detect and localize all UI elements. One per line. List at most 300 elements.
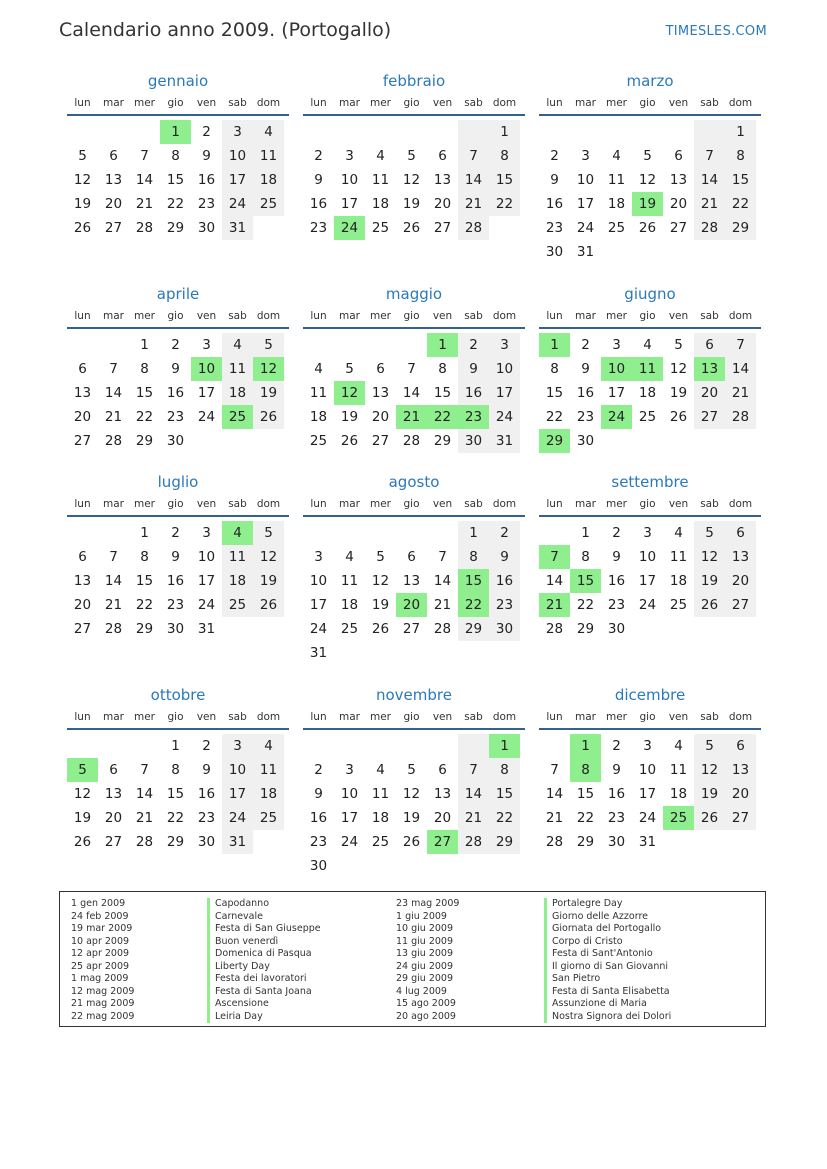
- day-cell: 22: [576, 810, 595, 826]
- weekday-label: sab: [700, 498, 719, 510]
- day-cell: 4: [253, 120, 284, 144]
- weekday-label: gio: [639, 97, 656, 109]
- weekday-label: lun: [74, 498, 91, 510]
- day-cell: 17: [340, 196, 359, 212]
- day-cell: 30: [607, 621, 626, 637]
- month-maggio: [303, 285, 525, 453]
- empty-cell: [427, 521, 458, 545]
- empty-cell: [427, 120, 458, 144]
- day-cell: 10: [576, 172, 595, 188]
- empty-cell: [725, 830, 756, 854]
- day-cell: 5: [407, 148, 416, 164]
- day-cell: 4: [222, 333, 253, 357]
- day-grid: [539, 120, 761, 264]
- day-cell: 25: [607, 220, 626, 236]
- weekday-label: ven: [668, 97, 689, 109]
- holiday-date: 22 mag 2009: [71, 1010, 135, 1022]
- weekday-header: [539, 96, 761, 116]
- empty-cell: [396, 521, 427, 545]
- empty-cell: [253, 216, 284, 240]
- day-cell: 3: [345, 762, 354, 778]
- day-cell: 24: [638, 597, 657, 613]
- day-cell: 22: [166, 196, 185, 212]
- weekday-label: dom: [492, 310, 517, 322]
- day-cell: 14: [135, 172, 154, 188]
- day-cell: 14: [545, 573, 564, 589]
- day-cell: 26: [371, 621, 390, 637]
- day-cell: 19: [253, 381, 284, 405]
- day-cell: 4: [643, 337, 652, 353]
- day-cell: 6: [407, 549, 416, 565]
- day-cell: 18: [222, 381, 253, 405]
- day-cell: 16: [309, 810, 328, 826]
- month-name: settembre: [611, 473, 689, 491]
- day-cell: 8: [140, 549, 149, 565]
- holiday-names-col-1: [207, 898, 321, 1023]
- day-cell: 25: [663, 806, 694, 830]
- holiday-date: 24 giu 2009: [396, 960, 453, 972]
- day-cell: 3: [314, 549, 323, 565]
- empty-cell: [67, 521, 98, 545]
- day-cell: 15: [458, 569, 489, 593]
- day-cell: 23: [607, 810, 626, 826]
- holiday-date: 23 mag 2009: [396, 898, 460, 909]
- holiday-name: Festa di San Giuseppe: [207, 923, 321, 936]
- day-cell: 31: [576, 244, 595, 260]
- month-settembre: [539, 473, 761, 641]
- day-cell: 13: [694, 357, 725, 381]
- day-cell: 6: [78, 549, 87, 565]
- day-cell: 26: [638, 220, 657, 236]
- day-cell: 22: [576, 597, 595, 613]
- day-cell: 1: [458, 521, 489, 545]
- empty-cell: [396, 734, 427, 758]
- weekday-label: dom: [256, 97, 281, 109]
- day-cell: 14: [725, 357, 756, 381]
- holiday-date: 12 mag 2009: [71, 985, 135, 997]
- empty-cell: [663, 429, 694, 453]
- empty-cell: [632, 617, 663, 641]
- day-cell: 6: [674, 148, 683, 164]
- day-cell: 25: [222, 405, 253, 429]
- day-grid: [67, 521, 289, 641]
- day-grid: [67, 333, 289, 453]
- day-cell: 18: [638, 385, 657, 401]
- day-cell: 20: [669, 196, 688, 212]
- day-cell: 6: [78, 361, 87, 377]
- day-cell: 12: [73, 786, 92, 802]
- day-cell: 17: [607, 385, 626, 401]
- empty-cell: [396, 854, 427, 878]
- day-cell: 3: [222, 120, 253, 144]
- empty-cell: [427, 641, 458, 665]
- holiday-name: Festa di Santa Elisabetta: [544, 986, 671, 999]
- day-cell: 14: [433, 573, 452, 589]
- weekday-label: ven: [196, 711, 217, 723]
- day-cell: 19: [402, 196, 421, 212]
- empty-cell: [365, 120, 396, 144]
- weekday-header: [67, 96, 289, 116]
- day-cell: 17: [576, 196, 595, 212]
- day-cell: 1: [171, 738, 180, 754]
- day-cell: 29: [166, 834, 185, 850]
- empty-cell: [663, 617, 694, 641]
- weekday-label: dom: [256, 711, 281, 723]
- weekday-label: dom: [492, 498, 517, 510]
- day-cell: 20: [694, 381, 725, 405]
- day-cell: 3: [612, 337, 621, 353]
- day-cell: 13: [433, 786, 452, 802]
- weekday-label: ven: [432, 498, 453, 510]
- holiday-name: Carnevale: [207, 911, 321, 924]
- holiday-name: Capodanno: [207, 898, 321, 911]
- day-cell: 14: [104, 385, 123, 401]
- day-cell: 21: [396, 405, 427, 429]
- day-cell: 9: [581, 361, 590, 377]
- day-cell: 27: [402, 621, 421, 637]
- weekday-label: mar: [339, 711, 360, 723]
- day-cell: 7: [438, 549, 447, 565]
- day-cell: 11: [222, 545, 253, 569]
- empty-cell: [98, 521, 129, 545]
- day-cell: 2: [314, 148, 323, 164]
- day-cell: 11: [632, 357, 663, 381]
- day-cell: 16: [545, 196, 564, 212]
- day-cell: 21: [458, 806, 489, 830]
- holiday-name: Festa dei lavoratori: [207, 973, 321, 986]
- day-cell: 1: [725, 120, 756, 144]
- day-cell: 6: [376, 361, 385, 377]
- day-cell: 15: [576, 786, 595, 802]
- day-cell: 9: [314, 786, 323, 802]
- day-cell: 31: [489, 429, 520, 453]
- day-cell: 13: [725, 758, 756, 782]
- day-cell: 11: [253, 144, 284, 168]
- day-cell: 13: [402, 573, 421, 589]
- day-cell: 17: [222, 782, 253, 806]
- day-cell: 7: [407, 361, 416, 377]
- day-cell: 6: [109, 762, 118, 778]
- weekday-label: sab: [228, 310, 247, 322]
- month-giugno: [539, 285, 761, 453]
- weekday-label: mer: [605, 711, 627, 723]
- empty-cell: [725, 617, 756, 641]
- day-cell: 30: [166, 433, 185, 449]
- day-cell: 30: [545, 244, 564, 260]
- empty-cell: [334, 521, 365, 545]
- month-ottobre: [67, 686, 289, 854]
- weekday-label: lun: [74, 711, 91, 723]
- day-cell: 17: [222, 168, 253, 192]
- day-cell: 19: [253, 569, 284, 593]
- holiday-date: 1 mag 2009: [71, 973, 129, 984]
- day-cell: 19: [694, 569, 725, 593]
- weekday-label: ven: [432, 97, 453, 109]
- holiday-name: Festa di Sant'Antonio: [544, 948, 671, 961]
- month-novembre: [303, 686, 525, 878]
- holiday-date: 12 apr 2009: [71, 948, 130, 959]
- day-cell: 8: [458, 545, 489, 569]
- day-cell: 27: [725, 593, 756, 617]
- holiday-date: 1 gen 2009: [71, 898, 126, 909]
- day-cell: 23: [576, 409, 595, 425]
- empty-cell: [98, 333, 129, 357]
- day-cell: 4: [222, 521, 253, 545]
- day-cell: 3: [643, 738, 652, 754]
- day-cell: 20: [371, 409, 390, 425]
- day-cell: 27: [669, 220, 688, 236]
- day-cell: 12: [371, 573, 390, 589]
- day-cell: 1: [489, 120, 520, 144]
- day-cell: 15: [545, 385, 564, 401]
- day-grid: [67, 120, 289, 240]
- weekday-label: mer: [133, 498, 155, 510]
- holiday-name: Leiria Day: [207, 1011, 321, 1024]
- day-cell: 3: [581, 148, 590, 164]
- day-cell: 21: [135, 196, 154, 212]
- day-cell: 1: [427, 333, 458, 357]
- holiday-name: Giorno delle Azzorre: [544, 911, 671, 924]
- month-name: ottobre: [150, 686, 206, 704]
- day-cell: 20: [433, 196, 452, 212]
- day-cell: 10: [309, 573, 328, 589]
- day-cell: 28: [694, 216, 725, 240]
- weekday-label: mer: [133, 711, 155, 723]
- day-cell: 11: [253, 758, 284, 782]
- day-cell: 9: [202, 762, 211, 778]
- day-grid: [303, 521, 525, 665]
- month-name: agosto: [388, 473, 440, 491]
- day-cell: 30: [607, 834, 626, 850]
- day-cell: 9: [550, 172, 559, 188]
- day-cell: 12: [73, 172, 92, 188]
- weekday-label: dom: [256, 310, 281, 322]
- weekday-label: mer: [133, 310, 155, 322]
- day-cell: 26: [340, 433, 359, 449]
- empty-cell: [663, 120, 694, 144]
- empty-cell: [396, 120, 427, 144]
- empty-cell: [539, 521, 570, 545]
- day-cell: 30: [309, 858, 328, 874]
- day-cell: 2: [550, 148, 559, 164]
- day-cell: 14: [104, 573, 123, 589]
- month-agosto: [303, 473, 525, 665]
- day-cell: 22: [135, 409, 154, 425]
- day-cell: 7: [458, 758, 489, 782]
- weekday-label: lun: [310, 498, 327, 510]
- day-cell: 7: [725, 333, 756, 357]
- day-cell: 25: [222, 593, 253, 617]
- day-cell: 16: [197, 786, 216, 802]
- weekday-label: mar: [339, 97, 360, 109]
- empty-cell: [601, 429, 632, 453]
- empty-cell: [427, 854, 458, 878]
- weekday-header: [539, 309, 761, 329]
- weekday-label: dom: [256, 498, 281, 510]
- brand-link[interactable]: TIMESLES.COM: [665, 24, 767, 39]
- day-cell: 28: [725, 405, 756, 429]
- day-cell: 24: [309, 621, 328, 637]
- weekday-header: [67, 710, 289, 730]
- empty-cell: [303, 333, 334, 357]
- empty-cell: [694, 240, 725, 264]
- day-cell: 29: [135, 433, 154, 449]
- day-cell: 14: [458, 782, 489, 806]
- day-cell: 8: [550, 361, 559, 377]
- day-cell: 23: [309, 834, 328, 850]
- day-cell: 8: [171, 148, 180, 164]
- day-cell: 24: [576, 220, 595, 236]
- day-cell: 20: [433, 810, 452, 826]
- day-cell: 23: [607, 597, 626, 613]
- day-cell: 23: [545, 220, 564, 236]
- day-cell: 12: [253, 357, 284, 381]
- weekday-label: ven: [432, 310, 453, 322]
- weekday-label: dom: [728, 310, 753, 322]
- holiday-date: 15 ago 2009: [396, 998, 456, 1009]
- day-cell: 31: [309, 645, 328, 661]
- day-cell: 19: [73, 810, 92, 826]
- day-cell: 27: [104, 834, 123, 850]
- weekday-label: mar: [103, 310, 124, 322]
- day-cell: 27: [73, 433, 92, 449]
- day-cell: 29: [433, 433, 452, 449]
- day-cell: 2: [581, 337, 590, 353]
- empty-cell: [334, 641, 365, 665]
- empty-cell: [458, 854, 489, 878]
- empty-cell: [663, 240, 694, 264]
- day-cell: 22: [489, 806, 520, 830]
- day-cell: 30: [458, 429, 489, 453]
- day-cell: 10: [601, 357, 632, 381]
- day-cell: 28: [433, 621, 452, 637]
- empty-cell: [539, 734, 570, 758]
- holiday-name: Festa di Santa Joana: [207, 986, 321, 999]
- day-cell: 29: [489, 830, 520, 854]
- empty-cell: [67, 734, 98, 758]
- day-cell: 17: [638, 573, 657, 589]
- day-cell: 10: [222, 144, 253, 168]
- day-cell: 28: [104, 433, 123, 449]
- day-cell: 19: [402, 810, 421, 826]
- empty-cell: [396, 641, 427, 665]
- day-cell: 15: [725, 168, 756, 192]
- holiday-dates-col-1: [71, 898, 134, 1023]
- day-cell: 27: [427, 830, 458, 854]
- day-cell: 19: [371, 597, 390, 613]
- weekday-label: mar: [339, 310, 360, 322]
- month-luglio: [67, 473, 289, 641]
- month-name: aprile: [156, 285, 200, 303]
- holiday-date: 10 apr 2009: [71, 935, 130, 947]
- day-cell: 25: [371, 220, 390, 236]
- day-cell: 24: [638, 810, 657, 826]
- day-cell: 7: [109, 549, 118, 565]
- day-cell: 1: [140, 525, 149, 541]
- weekday-label: mar: [103, 711, 124, 723]
- day-cell: 30: [576, 433, 595, 449]
- month-name: novembre: [376, 686, 452, 704]
- day-cell: 10: [638, 549, 657, 565]
- day-cell: 24: [197, 409, 216, 425]
- day-cell: 23: [197, 810, 216, 826]
- day-cell: 11: [309, 385, 328, 401]
- holiday-date: 29 giu 2009: [396, 973, 453, 984]
- month-name: marzo: [626, 72, 674, 90]
- day-cell: 2: [458, 333, 489, 357]
- weekday-label: mar: [103, 97, 124, 109]
- weekday-label: gio: [167, 310, 184, 322]
- day-cell: 17: [197, 385, 216, 401]
- day-cell: 17: [197, 573, 216, 589]
- day-grid: [303, 333, 525, 453]
- empty-cell: [365, 333, 396, 357]
- day-cell: 21: [725, 381, 756, 405]
- weekday-label: sab: [464, 97, 483, 109]
- day-cell: 12: [694, 758, 725, 782]
- weekday-header: [303, 497, 525, 517]
- day-cell: 2: [612, 525, 621, 541]
- day-cell: 18: [371, 196, 390, 212]
- weekday-label: ven: [196, 310, 217, 322]
- day-cell: 2: [171, 337, 180, 353]
- weekday-label: sab: [700, 310, 719, 322]
- empty-cell: [191, 429, 222, 453]
- day-cell: 10: [340, 786, 359, 802]
- day-cell: 21: [104, 409, 123, 425]
- day-cell: 19: [632, 192, 663, 216]
- day-cell: 5: [67, 758, 98, 782]
- holiday-name: Liberty Day: [207, 961, 321, 974]
- day-cell: 10: [638, 762, 657, 778]
- day-cell: 23: [166, 597, 185, 613]
- weekday-label: mer: [369, 97, 391, 109]
- day-cell: 4: [674, 525, 683, 541]
- day-cell: 23: [458, 405, 489, 429]
- day-cell: 18: [222, 569, 253, 593]
- day-cell: 28: [135, 220, 154, 236]
- empty-cell: [663, 830, 694, 854]
- holiday-name: Domenica di Pasqua: [207, 948, 321, 961]
- day-cell: 14: [402, 385, 421, 401]
- day-cell: 14: [545, 786, 564, 802]
- day-cell: 22: [458, 593, 489, 617]
- weekday-label: mar: [575, 498, 596, 510]
- day-cell: 26: [669, 409, 688, 425]
- weekday-label: gio: [639, 310, 656, 322]
- day-cell: 9: [458, 357, 489, 381]
- weekday-label: sab: [700, 97, 719, 109]
- weekday-label: gio: [167, 498, 184, 510]
- holiday-name: Il giorno di San Giovanni: [544, 961, 671, 974]
- day-cell: 26: [694, 593, 725, 617]
- weekday-label: sab: [464, 711, 483, 723]
- weekday-label: dom: [728, 97, 753, 109]
- weekday-label: mar: [103, 498, 124, 510]
- day-cell: 2: [202, 738, 211, 754]
- day-cell: 5: [345, 361, 354, 377]
- day-cell: 24: [222, 806, 253, 830]
- day-cell: 8: [171, 762, 180, 778]
- day-cell: 15: [570, 569, 601, 593]
- day-cell: 2: [171, 525, 180, 541]
- day-cell: 24: [334, 216, 365, 240]
- day-cell: 16: [197, 172, 216, 188]
- day-cell: 2: [314, 762, 323, 778]
- day-cell: 29: [576, 834, 595, 850]
- day-cell: 7: [140, 148, 149, 164]
- day-cell: 15: [135, 573, 154, 589]
